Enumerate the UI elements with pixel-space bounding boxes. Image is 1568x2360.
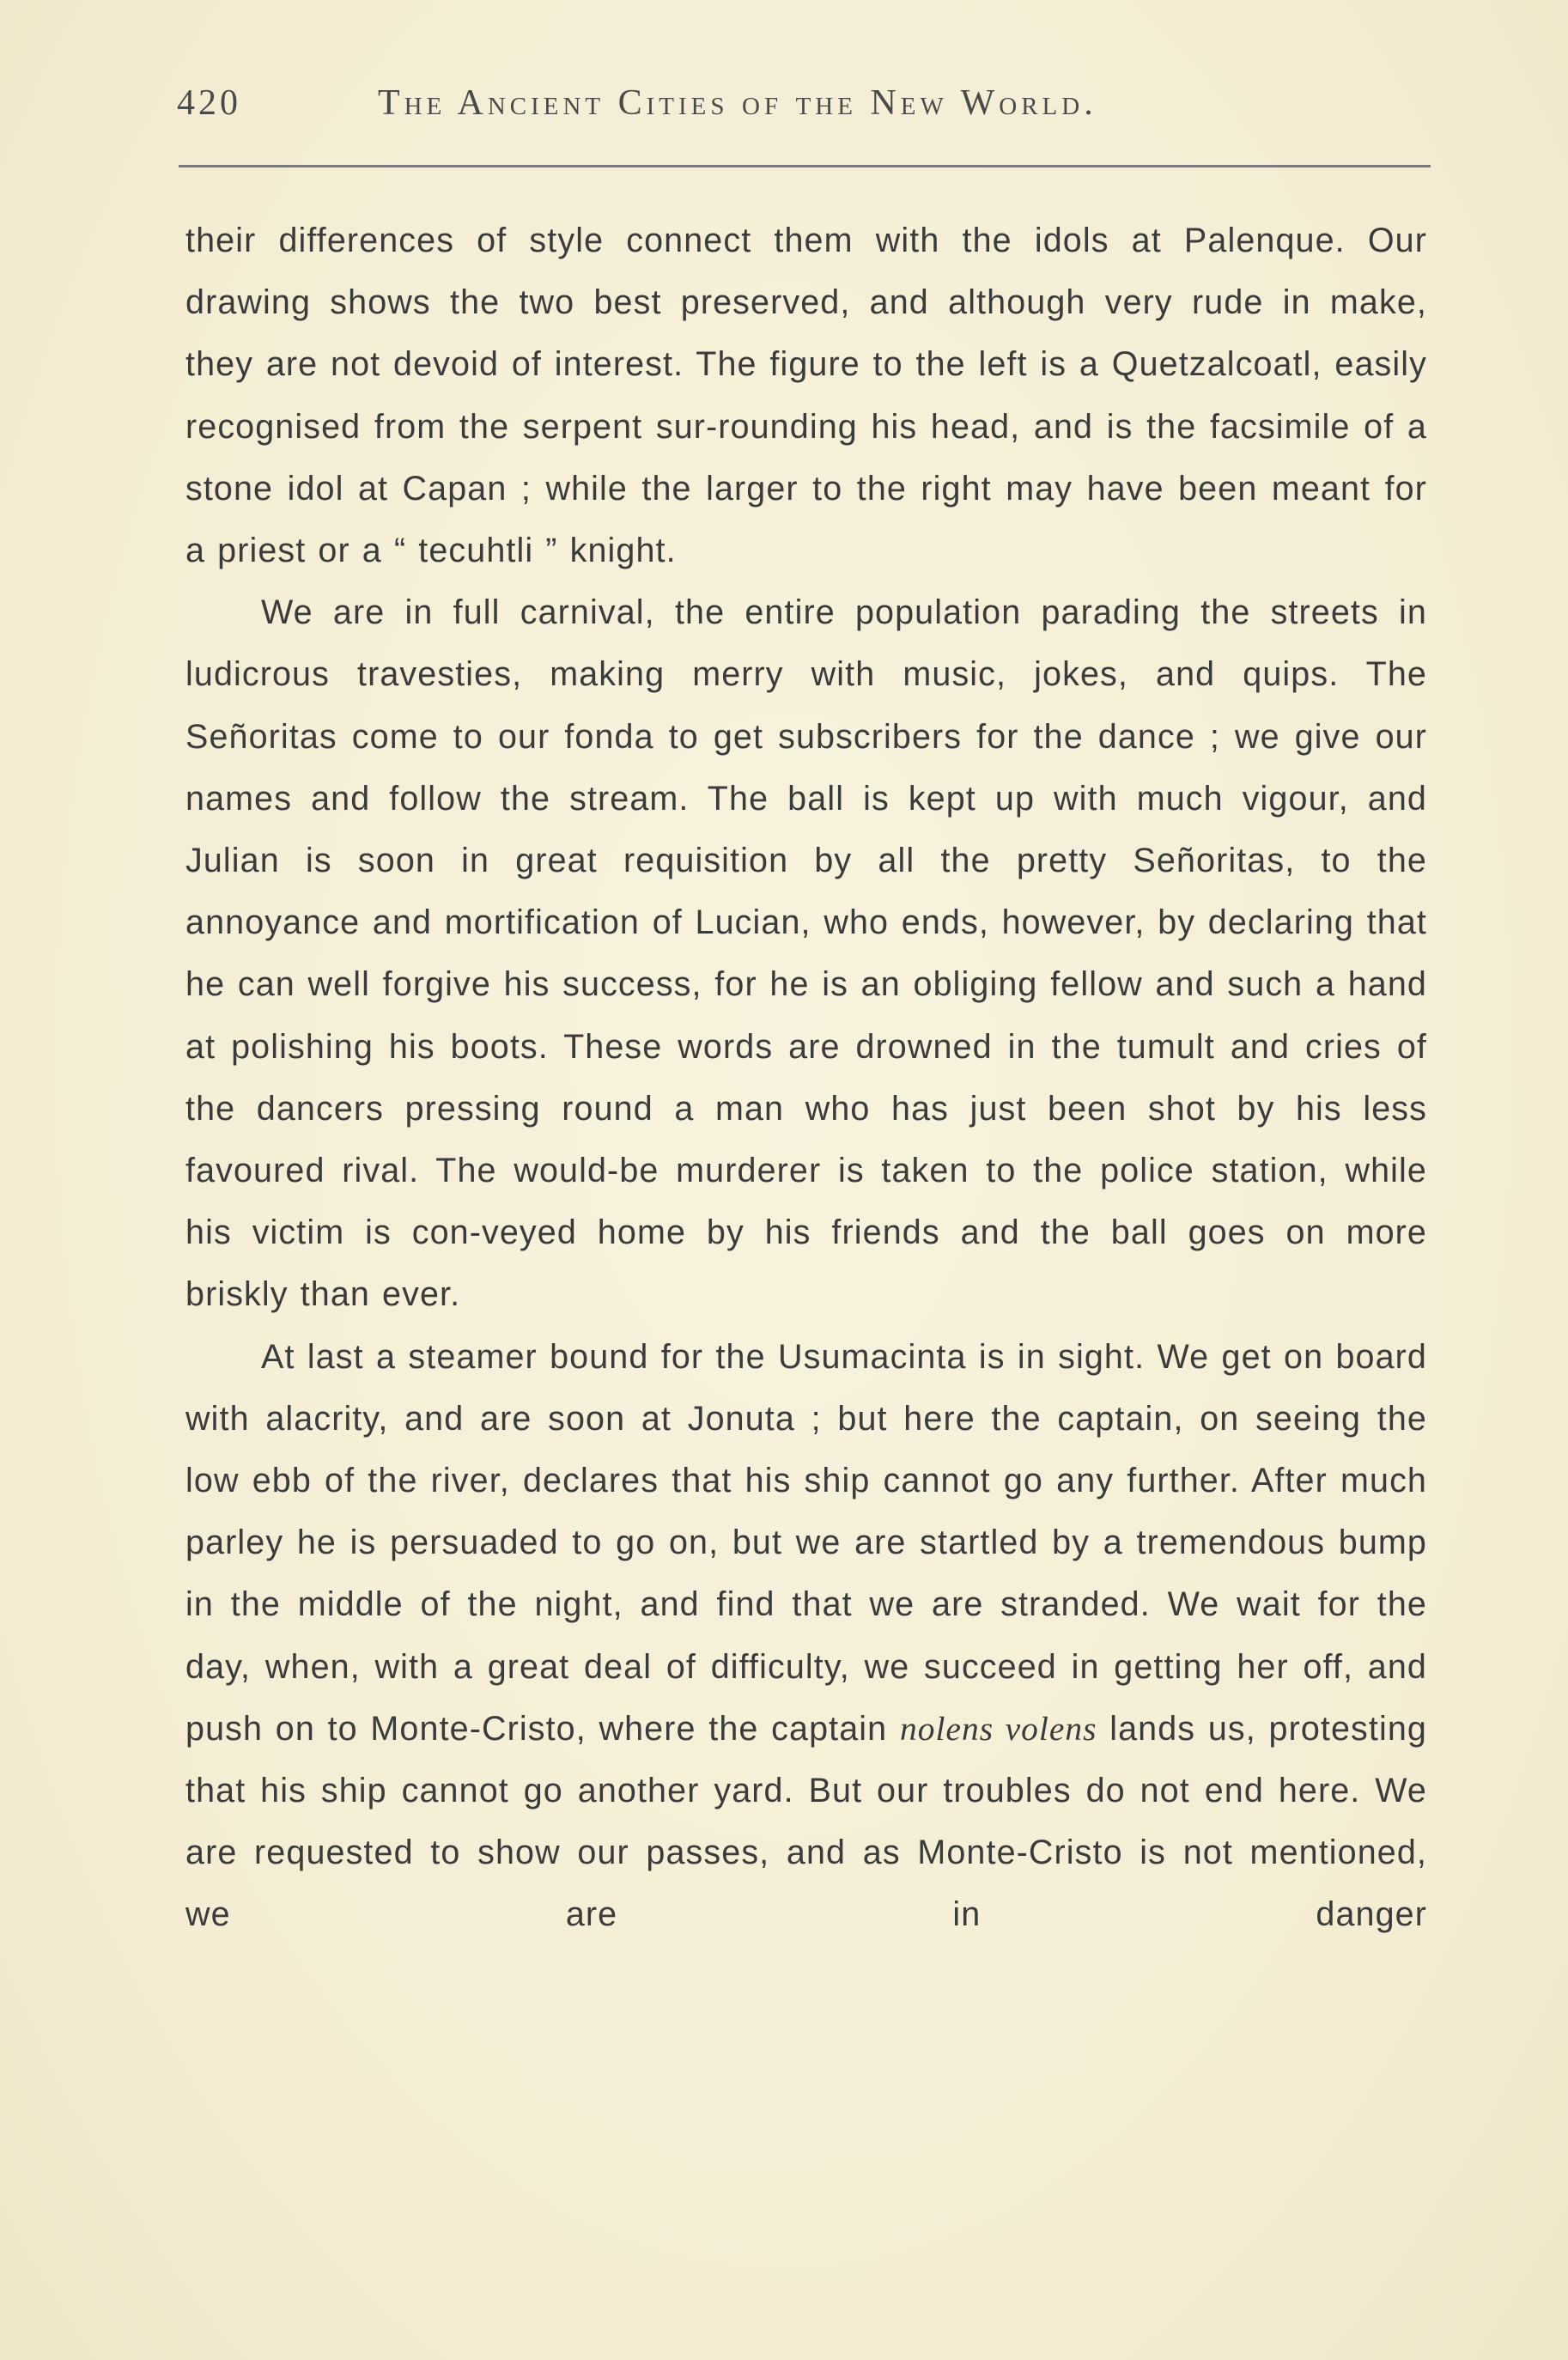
paragraph-1: their differences of style connect them with the idols at Palenque. Our drawing shows the two best preserved, and although very rude in make, they are not devoid of interest. The figure to the left is a Quetzalcoatl, easily recognised from the serpent sur-rounding his head, and is the facsimile of a stone idol at Capan ; while the larger to the right may have been meant for a priest or a “ tecuhtli ” knight.	[185, 222, 1427, 570]
paragraph-3-text-a: At last a steamer bound for the Usumacinta is in sight. We get on board with alacrity, and are soon at Jonuta ; but here the captain, on seeing the low ebb of the river, declares that his ship cannot go any further. After much parley he is persuaded to go on, but we are startled by a tremendous bump in the middle of the night, and find that we are stranded. We wait for the day, when, with a great deal of difficulty, we succeed in getting her off, and push on to Monte-Cristo, where the captain	[185, 1337, 1427, 1748]
body-text	[185, 210, 1427, 1946]
header-rule	[179, 165, 1431, 167]
running-title: The Ancient Cities of the New World.	[378, 83, 1097, 123]
paragraph-3-text-b: lands us, protesting that his ship cannot go another yard. But our troubles do not end here. We are requested to show our passes, and as Monte-Cristo is not mentioned, we are in danger	[185, 1709, 1427, 1934]
paragraph-2: We are in full carnival, the entire population parading the streets in ludicrous travesties, making merry with music, jokes, and quips. The Señoritas come to our fonda to get subscribers for the dance ; we give our names and follow the stream. The ball is kept up with much vigour, and Julian is soon in great requisition by all the pretty Señoritas, to the annoyance and mortification of Lucian, who ends, however, by declaring that he can well forgive his success, for he is an obliging fellow and such a hand at polishing his boots. These words are drowned in the tumult and cries of the dancers pressing round a man who has just been shot by his less favoured rival. The would-be murderer is taken to the police station, while his victim is con-veyed home by his friends and the ball goes on more briskly than ever.	[185, 593, 1427, 1314]
paragraph-3	[185, 1326, 1427, 1946]
page-number: 420	[177, 83, 241, 123]
italic-phrase: nolens volens	[899, 1709, 1097, 1748]
running-head	[177, 82, 1431, 134]
